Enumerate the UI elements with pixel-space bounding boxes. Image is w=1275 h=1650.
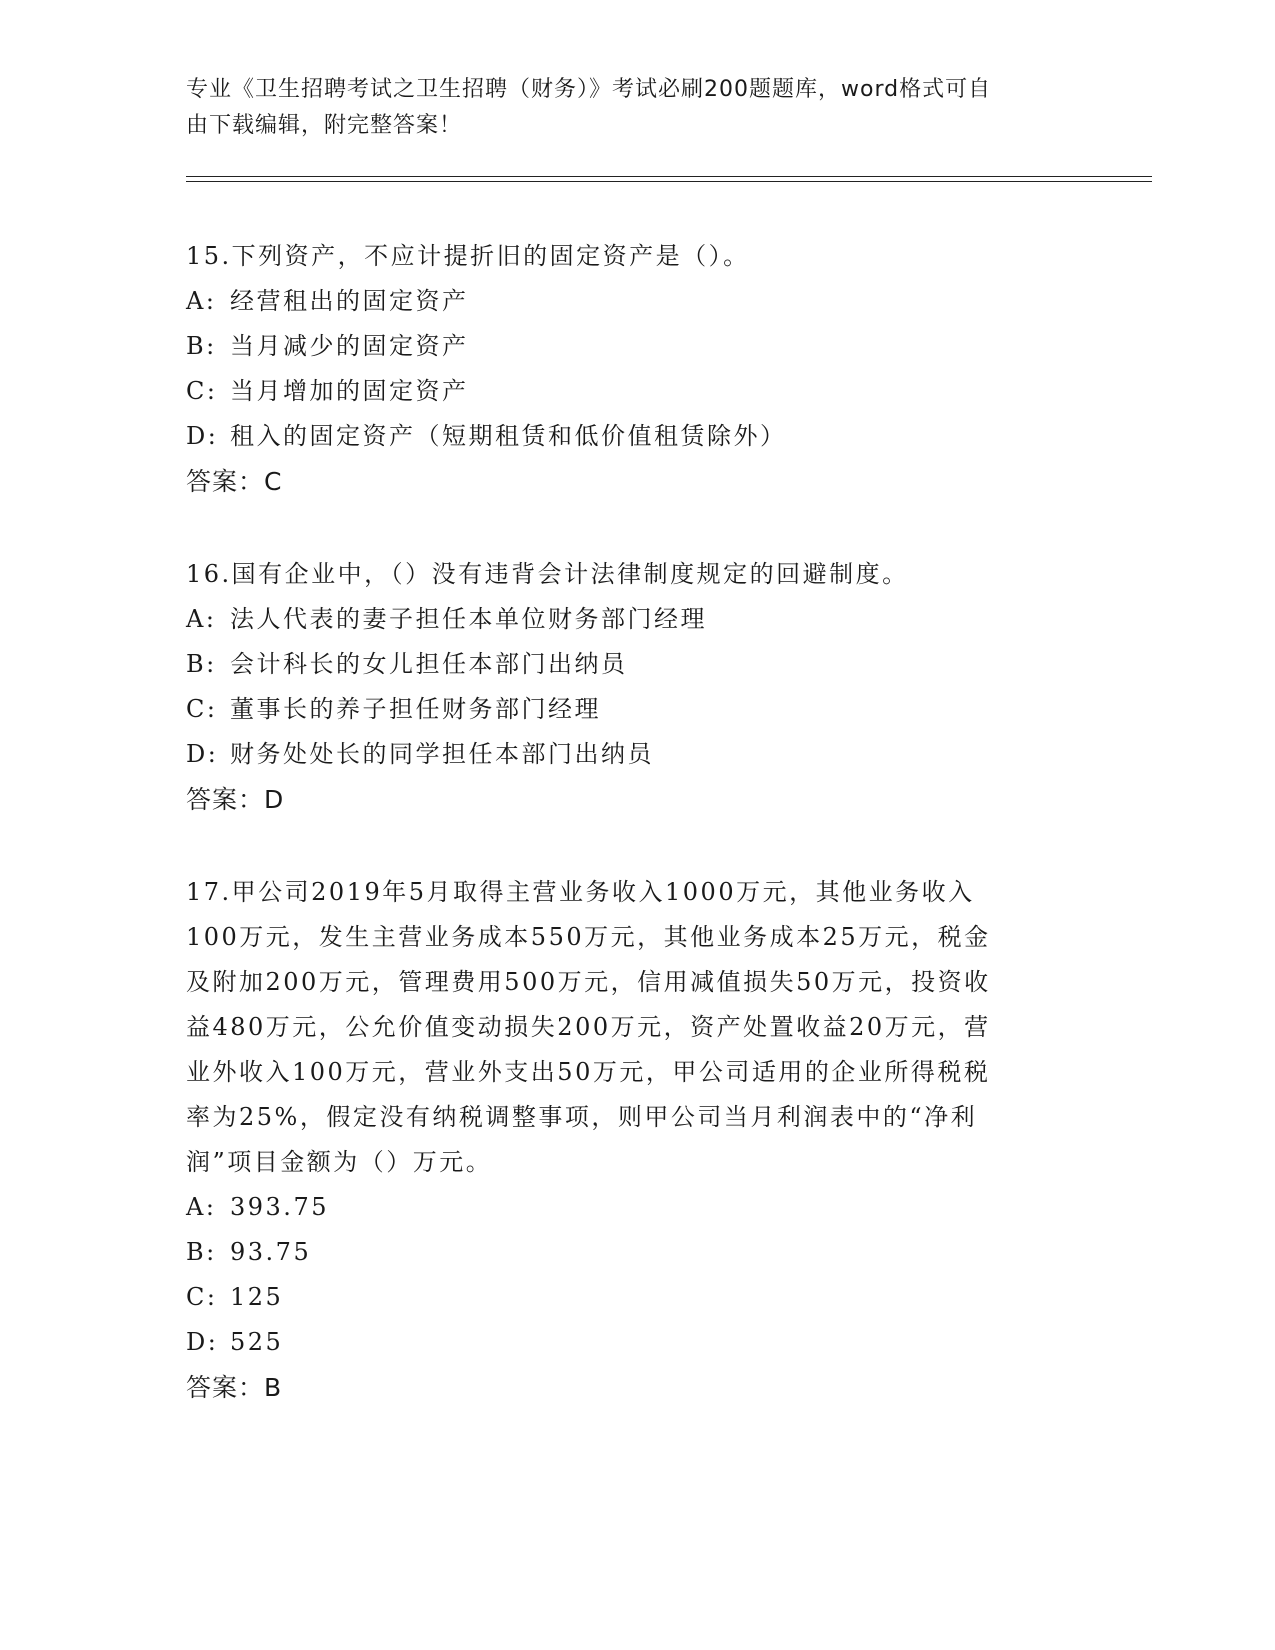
option-a <box>186 597 1066 642</box>
question-stem-line: 100万元，发生主营业务成本550万元，其他业务成本25万元，税金 <box>186 923 991 951</box>
header-divider-bottom <box>186 181 1152 182</box>
option-key: A: <box>186 1193 217 1221</box>
option-text: 93.75 <box>230 1238 312 1266</box>
option-d <box>186 1320 1066 1365</box>
option-a <box>186 1185 1066 1230</box>
question-stem-line: 业外收入100万元，营业外支出50万元，甲公司适用的企业所得税税 <box>186 1058 991 1086</box>
option-key: A: <box>186 605 217 633</box>
answer-line: 答案：D <box>186 785 285 814</box>
option-text: 董事长的养子担任财务部门经理 <box>230 695 601 723</box>
option-key: C: <box>186 695 218 723</box>
option-text: 525 <box>230 1328 284 1356</box>
option-text: 会计科长的女儿担任本部门出纳员 <box>230 650 628 678</box>
option-key: B: <box>186 1238 217 1266</box>
question-stem-line: 润”项目金额为（）万元。 <box>186 1148 493 1176</box>
option-key: C: <box>186 377 218 405</box>
option-key: C: <box>186 1283 218 1311</box>
option-a <box>186 279 1066 324</box>
option-c <box>186 687 1066 732</box>
question-stem-line: 17.甲公司2019年5月取得主营业务收入1000万元，其他业务收入 <box>186 878 975 906</box>
answer-line: 答案：C <box>186 467 283 496</box>
header-line-2: 由下载编辑，附完整答案！ <box>186 113 463 138</box>
question-16 <box>186 552 1066 822</box>
question-stem-line: 率为25%，假定没有纳税调整事项，则甲公司当月利润表中的“净利 <box>186 1103 978 1131</box>
option-key: D: <box>186 422 219 450</box>
option-text: 法人代表的妻子担任本单位财务部门经理 <box>230 605 707 633</box>
header-line-1: 专业《卫生招聘考试之卫生招聘（财务）》考试必刷200题题库，word格式可自 <box>186 77 992 102</box>
question-15 <box>186 234 1066 504</box>
option-d <box>186 414 1066 459</box>
option-text: 财务处处长的同学担任本部门出纳员 <box>230 740 654 768</box>
question-stem-line: 及附加200万元，管理费用500万元，信用减值损失50万元，投资收 <box>186 968 991 996</box>
option-b <box>186 1230 1066 1275</box>
question-stem-line: 益480万元，公允价值变动损失200万元，资产处置收益20万元，营 <box>186 1013 991 1041</box>
header-divider-top <box>186 176 1152 177</box>
option-key: B: <box>186 332 217 360</box>
option-text: 125 <box>230 1283 284 1311</box>
option-text: 经营租出的固定资产 <box>230 287 469 315</box>
option-text: 当月减少的固定资产 <box>230 332 469 360</box>
option-key: D: <box>186 1328 219 1356</box>
option-b <box>186 642 1066 687</box>
option-key: A: <box>186 287 217 315</box>
document-header <box>186 72 1066 144</box>
option-key: B: <box>186 650 217 678</box>
option-text: 租入的固定资产（短期租赁和低价值租赁除外） <box>230 422 787 450</box>
option-b <box>186 324 1066 369</box>
answer-line: 答案：B <box>186 1373 283 1402</box>
option-key: D: <box>186 740 219 768</box>
question-stem: 15.下列资产，不应计提折旧的固定资产是（）。 <box>186 242 750 270</box>
question-stem: 16.国有企业中，（）没有违背会计法律制度规定的回避制度。 <box>186 560 909 588</box>
option-c <box>186 369 1066 414</box>
option-text: 当月增加的固定资产 <box>230 377 469 405</box>
question-17 <box>186 870 1066 1410</box>
option-d <box>186 732 1066 777</box>
option-text: 393.75 <box>230 1193 329 1221</box>
option-c <box>186 1275 1066 1320</box>
